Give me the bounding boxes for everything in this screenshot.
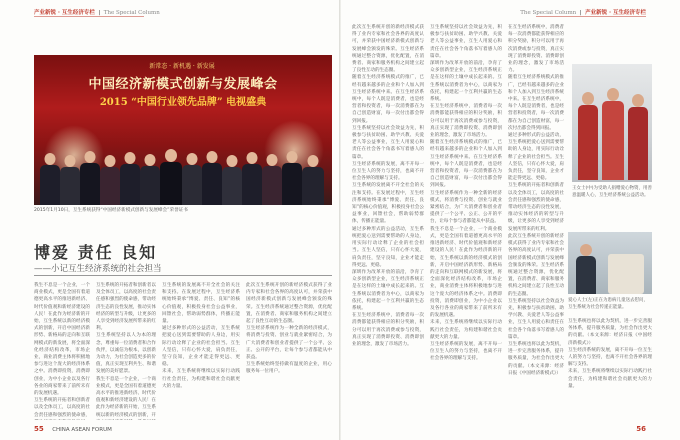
paragraph: 此次互生系统开创的新经济模式获得了业内专家和社会各界的高度认可，并荣获中国经济新模式创新与发展峰会颁发的殊荣。互生经济系统通过整合资源，优化配置，在消费者、商家和服务机构之间建立起了良性互动的生态圈。 [508, 233, 564, 297]
person-figure [628, 94, 648, 180]
paragraph: 我生不息是一个企业，一个商业模式，更是全国有着道德更高水平的推进新经济、时代价值观和新经济建设的人民！在此作为经济新的开始，互生系统以新的经济模式的创新，开启中国经济新形势、新格局的走向和互联网模式的新发展，将全面深化经济结构改革，市场企业，商业消费主体将积极地参与进这个庞大的经济体系之中。消费即投资，消费即创业，为中小企业以及各行各业的商家带来了前所未有的发展机遇。 [430, 226, 502, 319]
footer-left [34, 425, 112, 433]
paragraph: 未来，互生系统将继续以实际行动践行社会责任，为构建和谐社会贡献更大的力量。 [430, 320, 502, 340]
paragraph: 此次互生系统开创的新经济模式获得了业内专家和社会各界的高度认可，并荣获中国经济新模式创新与发展峰会颁发的殊荣。互生经济系统通过整合资源，优化配置，在消费者、商家和服务机构之间建立起了良性互动的生态圈。 [246, 283, 332, 325]
paragraph: 互生经济系统的发展，离不开每一位互生人的努力与坚持，也离不开社会各界的理解与支持。 [352, 161, 424, 182]
header-right-column: The Special Column [520, 10, 577, 16]
header-left-rule [34, 16, 144, 17]
person-figure [602, 88, 624, 180]
person-figure [282, 151, 302, 205]
paragraph: 随着互生经济系统模式的推广，已经有越来越多的企业和个人加入到互生经济系统中来。在互生经济系统中，每个人既是消费者，也是经营者和投资者，每一次消费都在为自己创造财富，每一次付出都会得到回报。 [430, 140, 502, 189]
text-column-5 [352, 24, 424, 420]
page-number: 55 [34, 425, 44, 433]
text-column-4 [246, 282, 332, 420]
text-column-2 [96, 282, 156, 420]
paragraph: 在互生经济系统中，消费者每一次消费都能获得相应的积分奖励，积分可以用于再次消费或参与投资，真正实现了消费即投资、消费即创业的理念，激发了市场活力。 [508, 25, 564, 74]
person-figure [222, 155, 242, 205]
spread-gutter [339, 0, 341, 440]
person-figure [140, 154, 160, 205]
hospital-bed [608, 254, 644, 294]
paragraph: 通过多种形式的公益活动，互生系统把爱心送到需要帮助的人身边，用实际行动诠释了企业的社会担当。互生人坚信，只有心怀大爱，肩负责任，坚守良知，企业才能走得更远、更稳。 [352, 226, 424, 268]
header-right: The Special Column | 产业新锐 · 互生经济专栏 [520, 10, 646, 16]
paragraph: 我生不息是一个企业，一个商业模式，更是全国有着道德更高水平的推进新经济、时代价值观和新经济建设的人民！在此作为经济新的开始，互生系统以新的经济模式的创新，开 [96, 376, 156, 418]
charity-photo-2 [568, 232, 652, 294]
paragraph: 互生经济系统的发展，离不开每一位互生人的努力与坚持，也离不开社会各界的理解与支持。 [568, 347, 652, 368]
person-figure [202, 151, 222, 205]
paragraph: 互生系统坚持以社会效益为先，积极参与扶贫助困、助学兴教、关爱老人等公益事业，互生人用爱心和责任在社会各个角落书写着感人的篇章。 [430, 25, 502, 59]
person-figure [262, 154, 282, 205]
header-right-rule [536, 16, 646, 17]
header-left-column: The Special Column [103, 10, 160, 16]
person-figure [576, 244, 596, 294]
paragraph: 我生不息是一个企业，一个商业模式，更是全国有着道德更高水平的推进新经济、时代价值观和新经济建设的人民！在此作为经济新的开始，互生系统以新的经济模式的创新，开启中国经济新形势、新格局的走向和互联网模式的新发展，将全面深化经济结构改革，市场企业，商业消费主体将积极地参与进这个庞大的经济体系之中。消费即投资，消费即创业，为中小企业以及各行各业的商家带来了前所未有的发展机遇。 [34, 283, 90, 397]
text-column-6 [430, 24, 502, 420]
person-figure [100, 155, 120, 205]
event-banner-title: 中国经济新模式创新与发展峰会 [88, 77, 278, 92]
person-figure [578, 92, 598, 180]
magazine-name: CHINA ASEAN FORUM [52, 427, 112, 433]
event-photo [34, 55, 332, 205]
paragraph: 通过多种形式的公益活动，互生系统把爱心送到需要帮助的人身边，用实际行动诠释了企业的社会担当。互生人坚信，只有心怀大爱，肩负责任，坚守良知，企业才能走得更远、更稳。 [162, 326, 240, 368]
person-figure [182, 153, 202, 205]
headline-rule [34, 275, 332, 276]
person-figure [302, 155, 324, 205]
person-figure [160, 149, 182, 205]
paragraph: 互生系统的开拓者和创新者以及全体员工，以高度的社会责任感和强烈的使命感，带动经济生态的良性发展，推动实体经济的转型与升级，让更多的人享受到经济发展所带来的红利。 [508, 183, 564, 232]
text-column-3 [162, 282, 240, 420]
paragraph: 在互生经济系统中，消费者每一次消费都能获得相应的积分奖励，积分可以用于再次消费或参与投资，真正实现了消费即投资、消费即创业的理念，激发了市场活力。 [352, 313, 424, 347]
stage-crowd [34, 127, 332, 205]
charity-photo-1-caption: 王女士(中)为受助人捐赠爱心物资，用善意温暖人心，互生经济系统公益活动。 [572, 186, 653, 198]
paragraph: 互生系统的开拓者和创新者以及全体员工，以高度的社会责任感和强烈的使命感，带动经济生态的良性发展，推动实体经济的转型与升级，让更多的人享受到经济发展所带来的红利。 [96, 283, 156, 332]
paragraph: 互生系统也将以此为契机，进一步完善服务体系，提升服务质量，为社会作出更大的贡献。（本文来源：经济日报《中国经济新模式》） [568, 319, 652, 346]
paragraph: 在互生经济系统中，消费者每一次消费都能获得相应的积分奖励，积分可以用于再次消费或参与投资，真正实现了消费即投资、消费即创业的理念，激发了市场活力。 [430, 104, 502, 139]
paragraph: 深圳作为改革开放的前沿，孕育了众多创新型企业，互生经济系统正是在这样的土壤中成长起来的。互生系统以消费者为中心，以商家为依托，构建起一个互利共赢的生态系统。 [352, 269, 424, 311]
text-column-7 [508, 24, 564, 420]
paragraph: 互生经济系统作为一种全新的经济模式，将消费与投资、创业与就业紧密结合，为广大消费者和创业者提供了一个公平、公正、公开的平台，让每个参与者都能从中获益。 [246, 326, 332, 361]
article-headline: 博爱 责任 良知 [34, 243, 158, 262]
event-photo-caption: 2015年1月10日，互生系统获得“中国经济新模式创新与发展峰会”荣誉证书 [34, 208, 188, 213]
paragraph: 随着互生经济系统模式的推广，已经有越来越多的企业和个人加入到互生经济系统中来。在互生经济系统中，每个人既是消费者，也是经营者和投资者，每一次消费都在为自己创造财富，每一次付出都会得到回报。 [352, 75, 424, 124]
person-figure [120, 152, 140, 205]
paragraph: 互生系统坚持以人为本的理念，尊重每一位消费者和合作伙伴，以诚信为根本，以创新为动力，为社会创造更多的价值，真正实现互利共生、和谐发展的美好愿景。 [96, 333, 156, 375]
footer-right [636, 425, 646, 433]
text-column-8 [568, 318, 652, 420]
charity-photo-1 [572, 64, 652, 182]
header-right-section: 产业新锐 · 互生经济专栏 [585, 10, 646, 16]
person-figure [242, 152, 262, 205]
paragraph: 互生系统的开拓者和创新者以及全体员工，以高度的社会责任感和强烈的使命感， [34, 398, 90, 418]
event-banner-subtitle: 2015 “中国行业领先品牌” 电视盛典 [99, 97, 267, 108]
paragraph: 深圳作为改革开放的前沿，孕育了众多创新型企业，互生经济系统正是在这样的土壤中成长起来的。互生系统以消费者为中心，以商家为依托，构建起一个互利共赢的生态系统。 [430, 61, 502, 103]
paragraph: 互生系统坚持以社会效益为先，积极参与扶贫助困、助学兴教、关爱老人等公益事业，互生人用爱心和责任在社会各个角落书写着感人的篇章。 [508, 298, 564, 340]
article-subheadline: ——小记互生经济系统的社会担当 [34, 264, 162, 274]
paragraph: 互生经济系统的发展，离不开每一位互生人的努力与坚持，也离不开社会各界的理解与支持。 [430, 341, 502, 362]
paragraph: 互生系统坚持以社会效益为先，积极参与扶贫助困、助学兴教、关爱老人等公益事业，互生人用爱心和责任在社会各个角落书写着感人的篇章。 [352, 125, 424, 160]
page-number: 56 [636, 425, 646, 433]
paragraph: 互生系统也将以此为契机，进一步完善服务体系，提升服务质量，为社会作出更大的贡献。（本文来源：经济日报《中国经济新模式》） [508, 341, 564, 376]
paragraph: 通过多种形式的公益活动，互生系统把爱心送到需要帮助的人身边，用实际行动诠释了企业的社会担当。互生人坚信，只有心怀大爱，肩负责任，坚守良知，企业才能走得更远、更稳。 [508, 133, 564, 182]
text-column-1 [34, 282, 90, 420]
paragraph: 互生系统的发展离不开全社会的关注和支持。在发展过程中，互生经济系统始终秉承“博爱、责任、良知”的核心价值观，积极投身社会公益事业，回馈社会，帮助弱势群体，传播正能量。 [162, 283, 240, 325]
header-left-section: 产业新锐 · 互生经济专栏 [34, 10, 95, 16]
paragraph: 随着互生经济系统模式的推广，已经有越来越多的企业和个人加入到互生经济系统中来。在互生经济系统中，每个人既是消费者，也是经营者和投资者，每一次消费都在为自己创造财富，每一次付出都会得到回报。 [508, 75, 564, 131]
person-figure [60, 155, 80, 205]
header-left: 产业新锐 · 互生经济专栏 | The Special Column [34, 10, 160, 16]
paragraph: 互生系统始终坚持做有温度的企业，用心服务每一位用户。 [246, 362, 332, 375]
paragraph: 互生经济系统作为一种全新的经济模式，将消费与投资、创业与就业紧密结合，为广大消费者和创业者提供了一个公平、公正、公开的平台，让每个参与者都能从中获益。 [430, 190, 502, 225]
paragraph: 未来，互生系统将继续以实际行动践行社会责任，为构建和谐社会贡献更大的力量。 [162, 369, 240, 389]
event-banner-top: 新常态 · 新机遇 · 新发展 [149, 63, 215, 70]
person-figure [80, 151, 100, 205]
person-figure [40, 153, 60, 205]
charity-photo-2-caption: 爱心人士(左)正在为患病儿童送去慰问，互生系统为社会传递正能量。 [568, 298, 649, 310]
paragraph: 未来，互生系统将继续以实际行动践行社会责任，为构建和谐社会贡献更大的力量。 [568, 369, 652, 389]
paragraph: 互生系统的发展离不开全社会的关注和支持。在发展过程中，互生经济系统始终秉承“博爱、责任、良知”的核心价值观，积极投身社会公益事业，回馈社会，帮助弱势群体，传播正能量。 [352, 183, 424, 225]
paragraph: 此次互生系统开创的新经济模式获得了业内专家和社会各界的高度认可，并荣获中国经济新模式创新与发展峰会颁发的殊荣。互生经济系统通过整合资源，优化配置，在消费者、商家和服务机构之间建立起了良性互动的生态圈。 [352, 25, 424, 74]
